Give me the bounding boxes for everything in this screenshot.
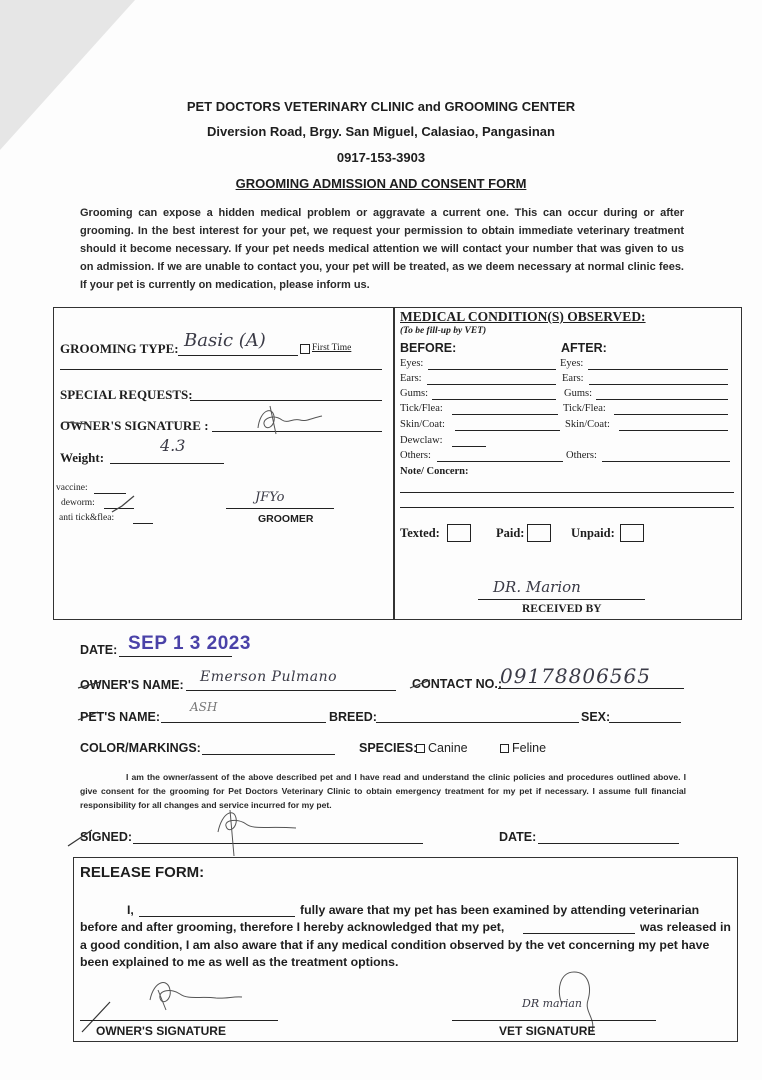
owners-name-value[interactable]: Emerson Pulmano <box>200 669 338 685</box>
date2-label: DATE: <box>499 830 537 844</box>
contact-value[interactable]: 09178806565 <box>500 664 651 688</box>
before-ears-field[interactable] <box>427 384 556 385</box>
color-markings-label: COLOR/MARKINGS: <box>80 741 201 755</box>
after-ears-field[interactable] <box>589 384 728 385</box>
before-eyes-label: Eyes: <box>400 358 424 369</box>
owner-signature-line <box>80 1020 278 1021</box>
owner-signature-top <box>60 400 330 445</box>
before-others-label: Others: <box>400 450 431 461</box>
canine-label: Canine <box>428 741 468 755</box>
note-line-2[interactable] <box>400 507 734 508</box>
form-title: GROOMING ADMISSION AND CONSENT FORM <box>235 176 527 191</box>
before-tick-field[interactable] <box>452 414 558 415</box>
after-label: AFTER: <box>561 341 607 355</box>
vaccine-label: vaccine: <box>56 483 88 493</box>
before-gums-label: Gums: <box>400 388 429 399</box>
texted-checkbox[interactable] <box>447 524 471 542</box>
first-time-label: First Time <box>312 343 352 353</box>
after-others-field[interactable] <box>602 461 730 462</box>
after-skin-label: Skin/Coat: <box>565 419 610 430</box>
date-label: DATE: <box>80 643 118 657</box>
medical-condition-title: MEDICAL CONDITION(S) OBSERVED: <box>400 309 646 324</box>
paid-checkbox[interactable] <box>527 524 551 542</box>
after-skin-field[interactable] <box>619 430 728 431</box>
contact-label: CONTACT NO.: <box>412 677 503 691</box>
note-line-1[interactable] <box>400 492 734 493</box>
after-others-label: Others: <box>566 450 597 461</box>
signed-label: SIGNED: <box>80 830 133 844</box>
vet-signature-line <box>452 1020 656 1021</box>
after-ears-label: Ears: <box>562 373 584 384</box>
release-owner-name-field[interactable] <box>139 916 295 917</box>
species-label: SPECIES: <box>359 741 418 755</box>
deworm-check-mark <box>110 494 140 516</box>
after-gums-field[interactable] <box>596 399 728 400</box>
feline-label: Feline <box>512 741 547 755</box>
before-ears-label: Ears: <box>400 373 422 384</box>
grooming-type-value[interactable]: Basic (A) <box>184 330 266 351</box>
note-concern-label: Note/ Concern: <box>400 466 469 477</box>
paid-label: Paid: <box>496 526 525 540</box>
clinic-phone: 0917-153-3903 <box>336 150 426 165</box>
after-eyes-label: Eyes: <box>560 358 584 369</box>
date-stamp: SEP 1 3 2023 <box>128 633 251 654</box>
first-time-checkbox[interactable] <box>300 344 310 354</box>
groomer-signature: JFYo <box>255 490 285 505</box>
release-text-2: before and after grooming, therefore I hereby acknowledged that my pet, <box>80 920 505 934</box>
before-others-field[interactable] <box>437 461 563 462</box>
after-tick-label: Tick/Flea: <box>563 403 606 414</box>
owners-name-label: OWNER'S NAME: <box>80 678 184 692</box>
vet-signature-label: VET SIGNATURE <box>499 1024 596 1038</box>
groomer-label: GROOMER <box>258 513 314 525</box>
medical-subtitle: (To be fill-up by VET) <box>400 326 487 336</box>
before-tick-label: Tick/Flea: <box>400 403 443 414</box>
before-skin-label: Skin/Coat: <box>400 419 445 430</box>
weight-value[interactable]: 4.3 <box>160 436 186 455</box>
column-divider <box>393 308 395 619</box>
unpaid-label: Unpaid: <box>571 526 615 540</box>
vet-signature-value: DR marian <box>522 997 583 1010</box>
pets-name-label: PET'S NAME: <box>80 710 161 724</box>
release-title: RELEASE FORM: <box>80 864 205 881</box>
sex-label: SEX: <box>581 710 611 724</box>
date2-field[interactable] <box>538 843 679 844</box>
after-eyes-field[interactable] <box>588 369 728 370</box>
breed-label: BREED: <box>329 710 377 724</box>
consent-paragraph: I am the owner/assent of the above described pet and I have read and understand the clinic policies and procedures outlined above. I give consent for the grooming for Pet Doctors Veterinary Clinic to obtain emergency treatment for my pet if necessary. I assume full financial responsibility for all changes and service incurred for my pet. <box>80 772 686 810</box>
before-label: BEFORE: <box>400 341 457 355</box>
release-pet-name-field[interactable] <box>523 933 635 934</box>
owner-signature-label: OWNER'S SIGNATURE : <box>60 418 209 433</box>
texted-label: Texted: <box>400 526 440 540</box>
release-text-3: was released in <box>640 920 731 934</box>
release-text-4: a good condition, I am also aware that if any medical condition observed by the vet concerning my pet have been explained to me as well as the treatment options. <box>80 938 710 969</box>
pets-name-value[interactable]: ASH <box>190 700 218 714</box>
received-by-signature: DR. Marion <box>493 578 581 596</box>
weight-label: Weight: <box>60 450 105 465</box>
grooming-type-label: GROOMING TYPE: <box>60 341 179 356</box>
pen-strokes <box>60 660 510 860</box>
before-dewclaw-label: Dewclaw: <box>400 435 443 446</box>
special-requests-label: SPECIAL REQUESTS: <box>60 387 193 402</box>
after-tick-field[interactable] <box>614 414 728 415</box>
before-skin-field[interactable] <box>455 430 560 431</box>
unpaid-checkbox[interactable] <box>620 524 644 542</box>
deworm-label: deworm: <box>61 498 95 508</box>
after-gums-label: Gums: <box>564 388 593 399</box>
release-text-1: fully aware that my pet has been examined by attending veterinarian <box>300 903 700 917</box>
sex-field[interactable] <box>609 722 681 723</box>
release-i: I, <box>127 903 134 917</box>
clinic-address: Diversion Road, Brgy. San Miguel, Calasiao, Pangasinan <box>207 124 555 139</box>
before-dewclaw-field[interactable] <box>452 446 486 447</box>
intro-paragraph: Grooming can expose a hidden medical problem or aggravate a current one. This can occur during or after grooming. In the best interest for your pet, we request your permission to obtain immediate veterinary treatment should it become necessary. If your pet needs medical attention we will contact your number that was given to us on admission. If we are unable to contact you, your pet will be treated, as we deem necessary at normal clinic fees. If your pet is currently on medication, please inform us. <box>80 207 684 291</box>
before-gums-field[interactable] <box>432 399 556 400</box>
clinic-name: PET DOCTORS VETERINARY CLINIC and GROOMING CENTER <box>186 99 576 114</box>
owner-signature-label: OWNER'S SIGNATURE <box>96 1024 226 1038</box>
received-by-label: RECEIVED BY <box>522 603 602 615</box>
anti-tick-label: anti tick&flea: <box>59 513 115 523</box>
before-eyes-field[interactable] <box>428 369 556 370</box>
